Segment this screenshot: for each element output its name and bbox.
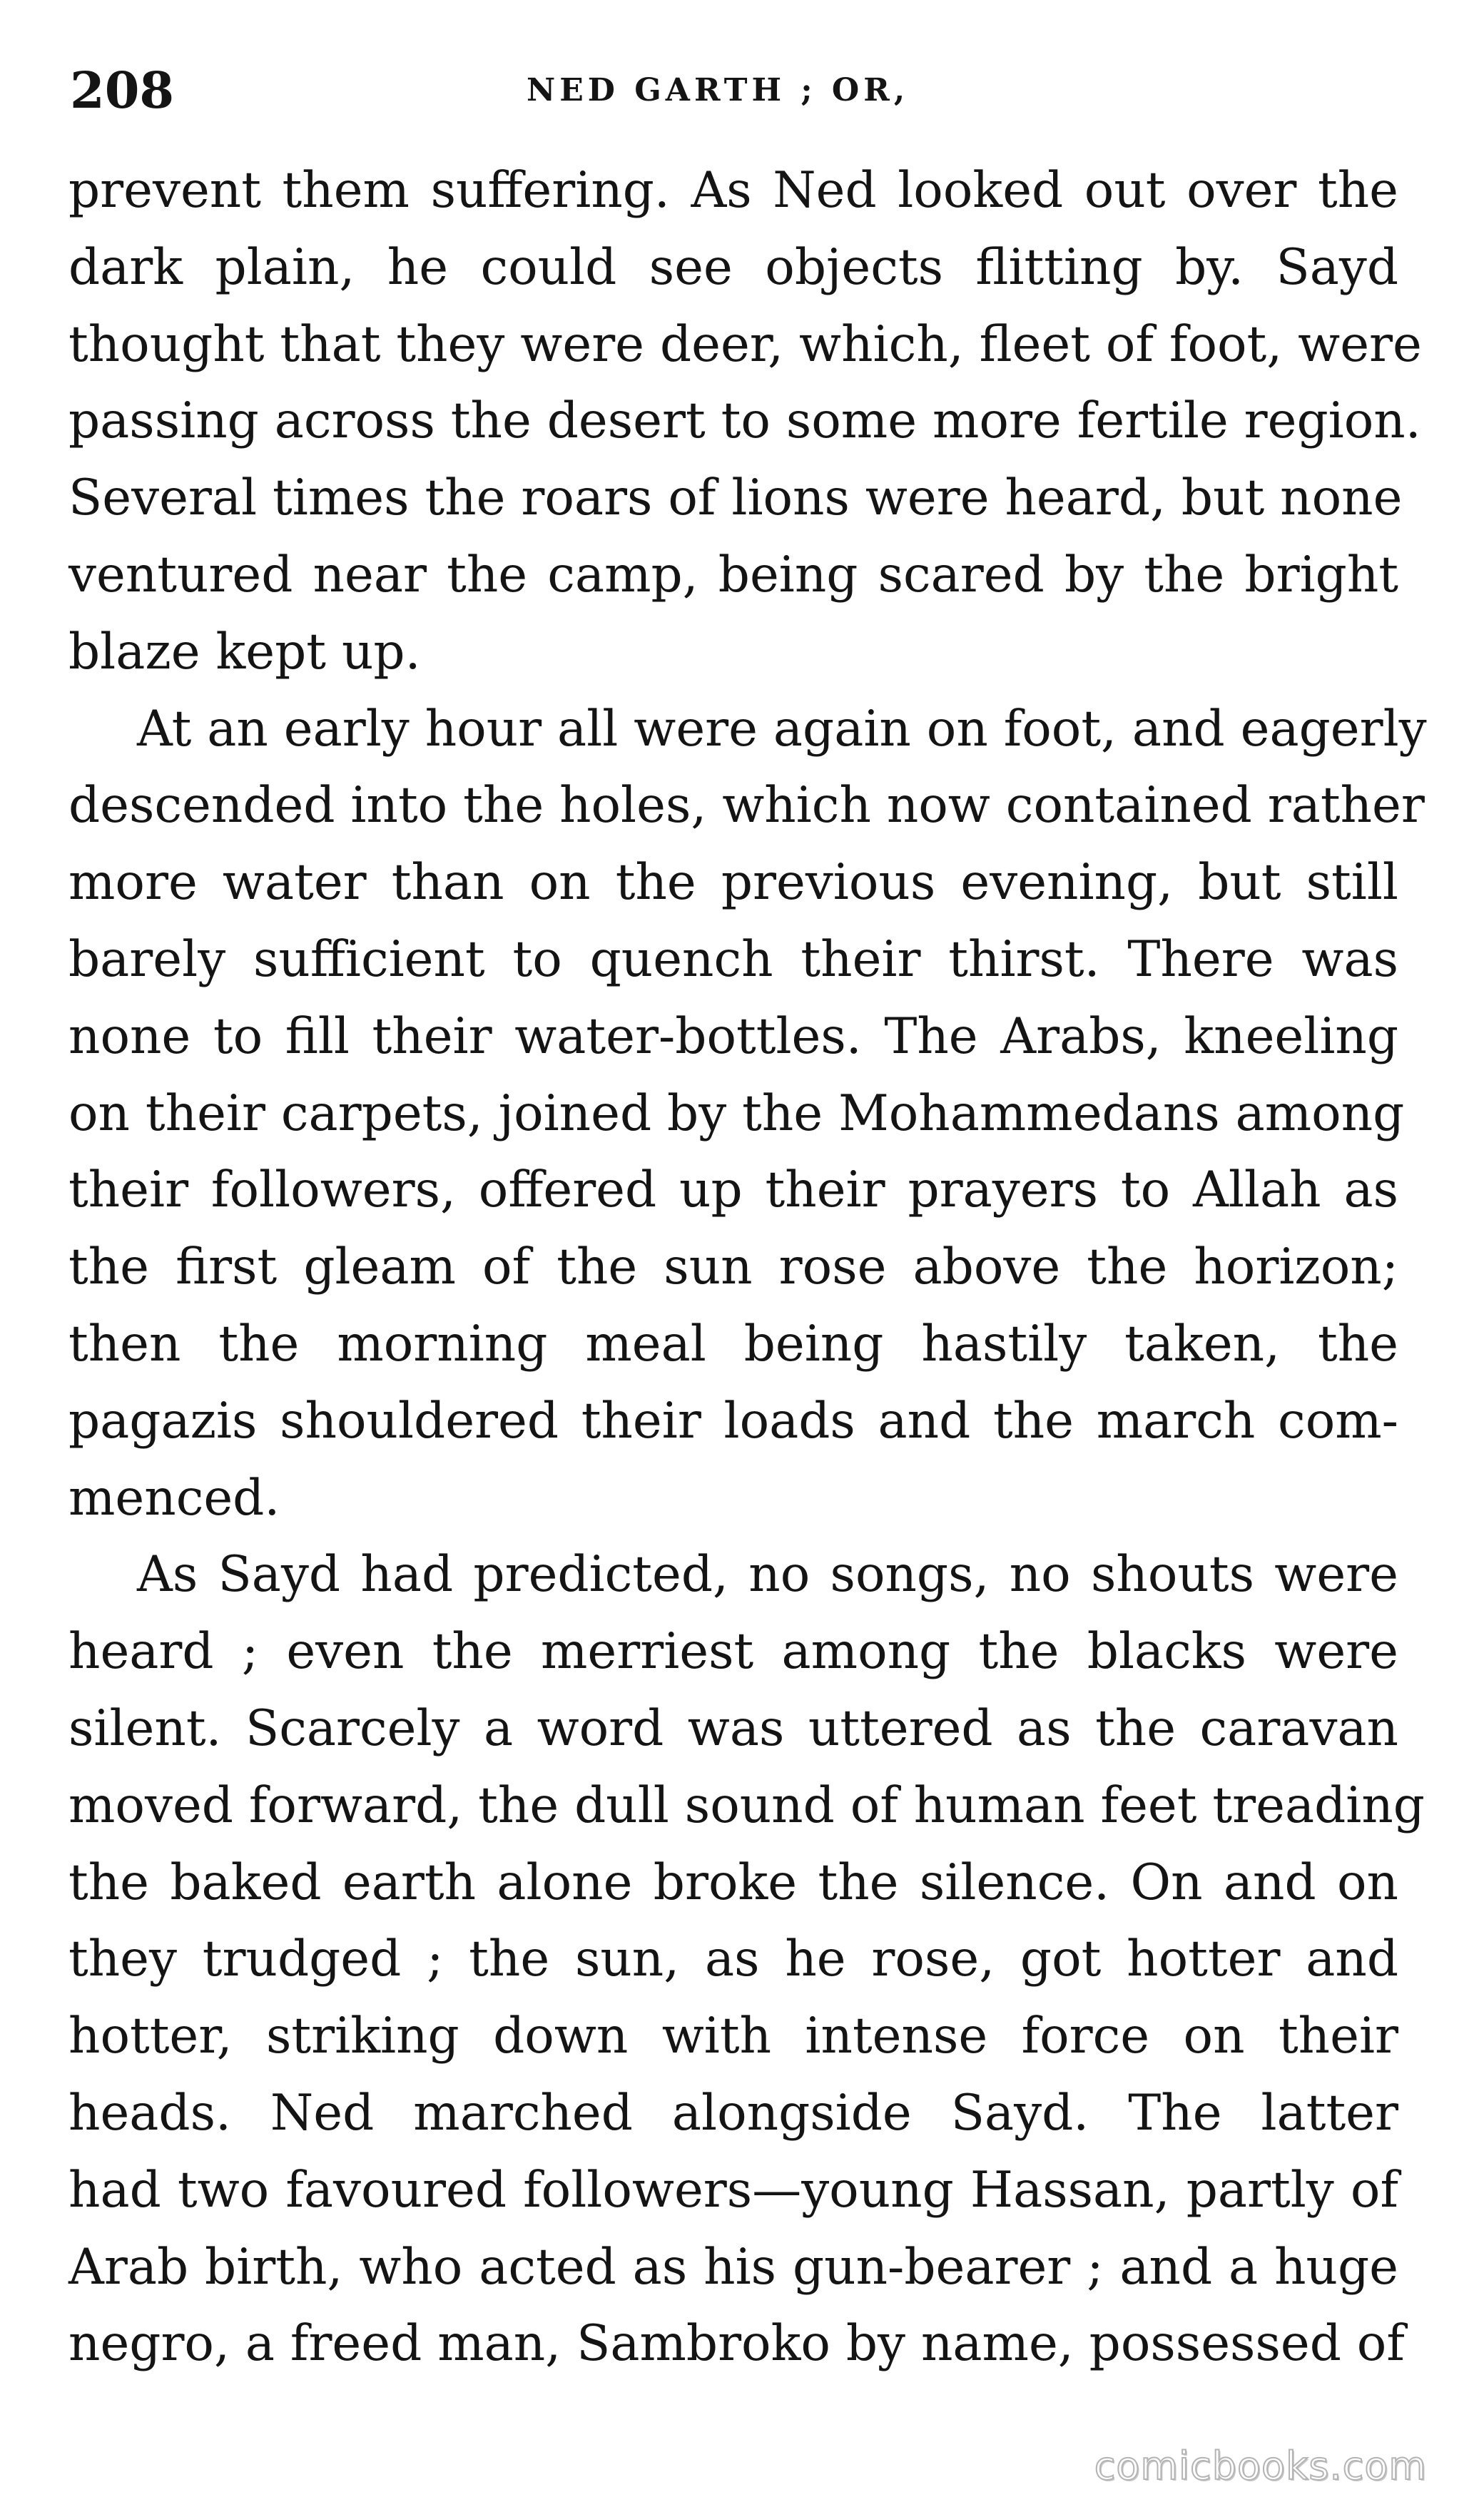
text-line: hotter, striking down with intense force on their <box>68 2008 1398 2065</box>
text-line: more water than on the previous evening, but still <box>68 854 1398 912</box>
text-line: prevent them suffering. As Ned looked out over the <box>68 162 1398 219</box>
text-line: had two favoured followers—young Hassan, partly of <box>68 2161 1398 2219</box>
text-line: then the morning meal being hastily taken, the <box>68 1315 1398 1373</box>
text-line: passing across the desert to some more fertile region. <box>68 392 1421 450</box>
text-line: barely sufficient to quench their thirst. There was <box>68 930 1398 988</box>
text-line: At an early hour all were again on foot, and eagerly <box>137 700 1427 758</box>
page-header <box>70 51 1397 130</box>
text-line: thought that they were deer, which, fleet of foot, were <box>68 315 1422 373</box>
text-line: heard ; even the merriest among the blacks were <box>68 1623 1398 1681</box>
text-line: menced. <box>68 1469 280 1527</box>
site-watermark: comicbooks.com <box>1094 2444 1427 2488</box>
body-text <box>68 153 1427 2383</box>
text-line: ventured near the camp, being scared by the bright <box>68 546 1398 604</box>
text-line: blaze kept up. <box>68 623 421 681</box>
text-line: they trudged ; the sun, as he rose, got hotter and <box>68 1931 1398 1988</box>
text-line: negro, a freed man, Sambroko by name, possessed of <box>68 2315 1405 2373</box>
text-line: their followers, offered up their prayers to Allah as <box>68 1161 1398 1219</box>
page-number: 208 <box>70 61 175 120</box>
text-line: the baked earth alone broke the silence. On and on <box>68 1853 1398 1911</box>
text-line: silent. Scarcely a word was uttered as the caravan <box>68 1699 1398 1757</box>
paragraph-2 <box>68 691 1427 1537</box>
text-line: descended into the holes, which now contained rather <box>68 777 1425 835</box>
text-line: Arab birth, who acted as his gun-bearer ; and a huge <box>68 2238 1398 2296</box>
paragraph-3 <box>68 1537 1425 2383</box>
text-line: none to fill their water-bottles. The Arabs, kneeling <box>68 1007 1398 1065</box>
text-line: dark plain, he could see objects flitting by. Sayd <box>68 238 1398 296</box>
text-line: pagazis shouldered their loads and the march com- <box>68 1392 1398 1450</box>
text-line: the first gleam of the sun rose above the horizon; <box>68 1239 1398 1296</box>
paragraph-1 <box>68 153 1422 691</box>
text-line: heads. Ned marched alongside Sayd. The latter <box>68 2084 1398 2142</box>
text-line: Several times the roars of lions were heard, but none <box>68 469 1403 527</box>
running-head: NED GARTH ; OR, <box>527 72 910 108</box>
text-line: moved forward, the dull sound of human feet treading <box>68 1776 1425 1834</box>
text-line: on their carpets, joined by the Mohammedans among <box>68 1084 1405 1142</box>
text-line: As Sayd had predicted, no songs, no shouts were <box>137 1546 1398 1604</box>
